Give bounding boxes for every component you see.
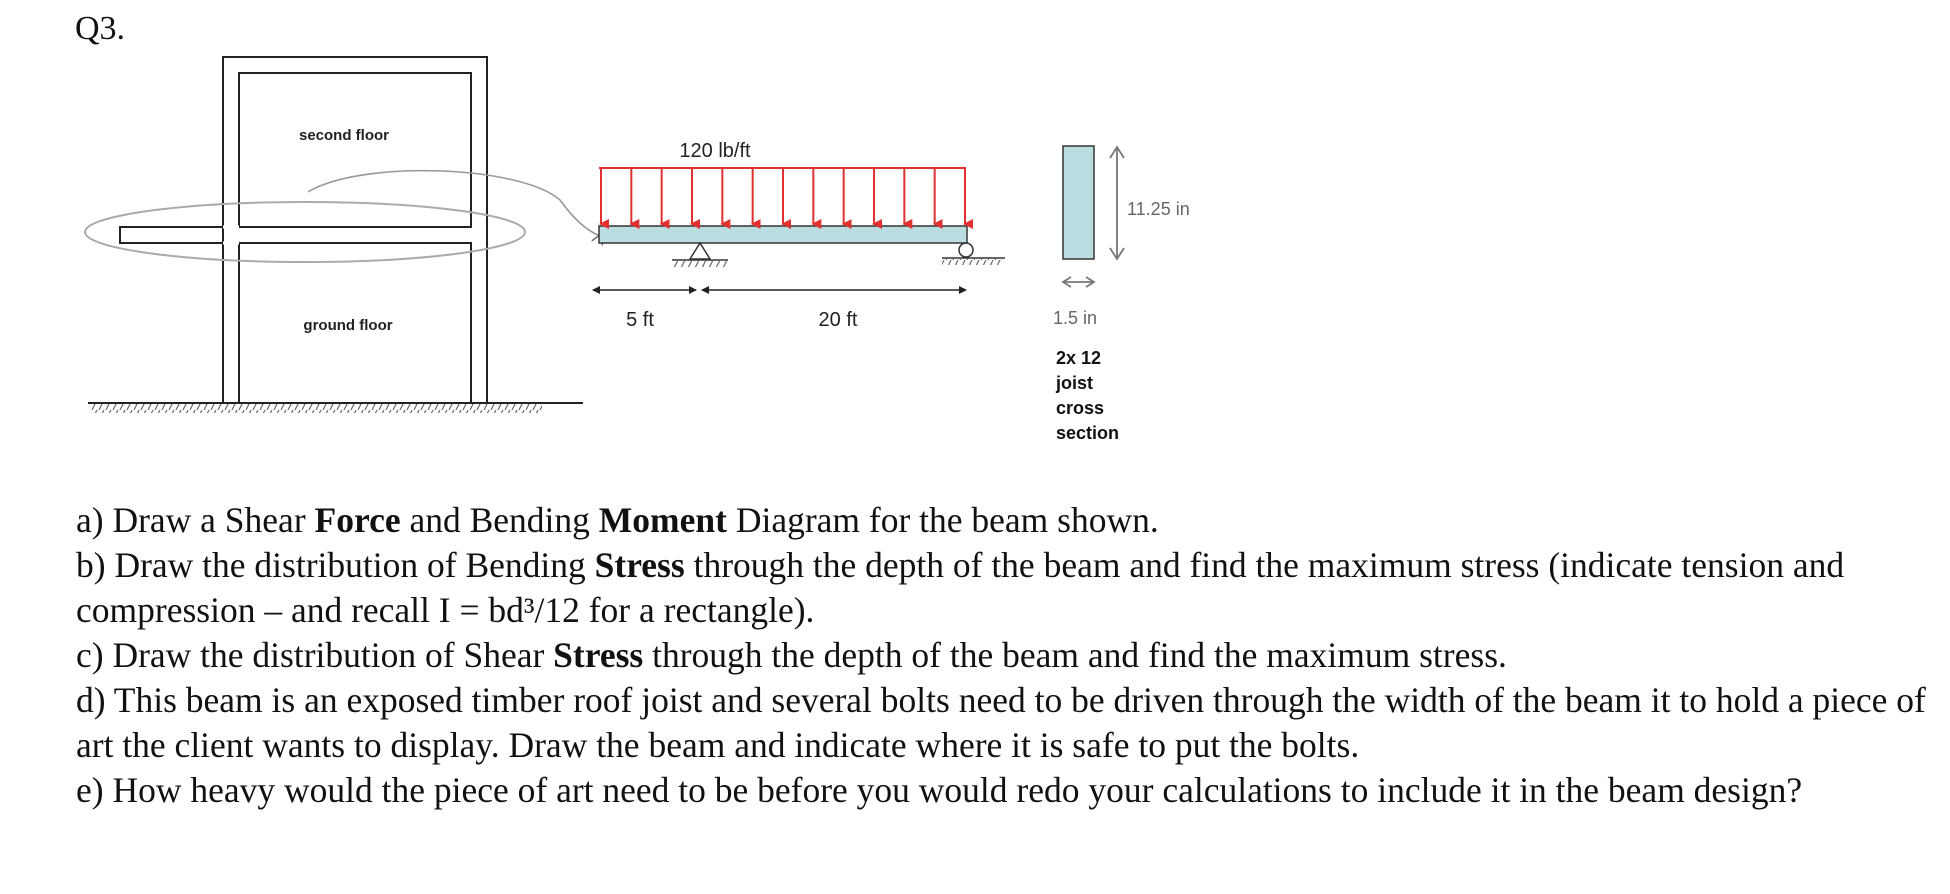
second-floor-label: second floor [298, 127, 390, 144]
beam-model [593, 168, 1005, 290]
section-caption [1055, 348, 1119, 443]
pin-support [690, 243, 710, 259]
beam [599, 226, 967, 243]
section-caption-line: cross [1056, 398, 1105, 418]
load-label: 120 lb/ft [679, 140, 751, 162]
building-section [85, 57, 600, 413]
ground-floor-label: ground floor [303, 317, 393, 334]
joist-cross-section [1063, 146, 1124, 287]
span-left-label: 5 ft [626, 309, 654, 331]
question-b: b) Draw the distribution of Bending Stress through the depth of the beam and find the maximum stress (indicate tension and compression – and recall I = bd³/12 for a rectangle). [76, 545, 1845, 630]
roller-support [959, 243, 973, 257]
question-a: a) Draw a Shear Force and Bending Moment Diagram for the beam shown. [76, 500, 1159, 540]
distributed-load-arrows [601, 168, 965, 224]
building-outer-wall [223, 57, 487, 403]
section-caption-line: section [1056, 423, 1120, 443]
section-caption-line: 2x 12 [1056, 348, 1102, 368]
depth-label: 11.25 in [1127, 199, 1190, 219]
question-number: Q3. [75, 10, 126, 47]
second-floor-room [239, 73, 471, 227]
question-list [76, 498, 1936, 813]
ground-hatch [92, 404, 542, 413]
section-caption-line: joist [1056, 373, 1094, 393]
question-c: c) Draw the distribution of Shear Stress through the depth of the beam and find the maximum stress. [76, 635, 1507, 675]
callout-ellipse [85, 202, 525, 262]
span-right-label: 20 ft [818, 309, 858, 331]
question-d: d) This beam is an exposed timber roof joist and several bolts need to be driven through the width of the beam it to hold a piece of art the client wants to display. Draw the beam and indicate where it is safe to put the bolts. [76, 680, 1926, 765]
cantilever-slab [120, 227, 223, 243]
question-e: e) How heavy would the piece of art need to be before you would redo your calculations to include it in the beam design? [76, 770, 1803, 810]
cross-section-rect [1063, 146, 1094, 259]
width-label: 1.5 in [1053, 308, 1098, 328]
